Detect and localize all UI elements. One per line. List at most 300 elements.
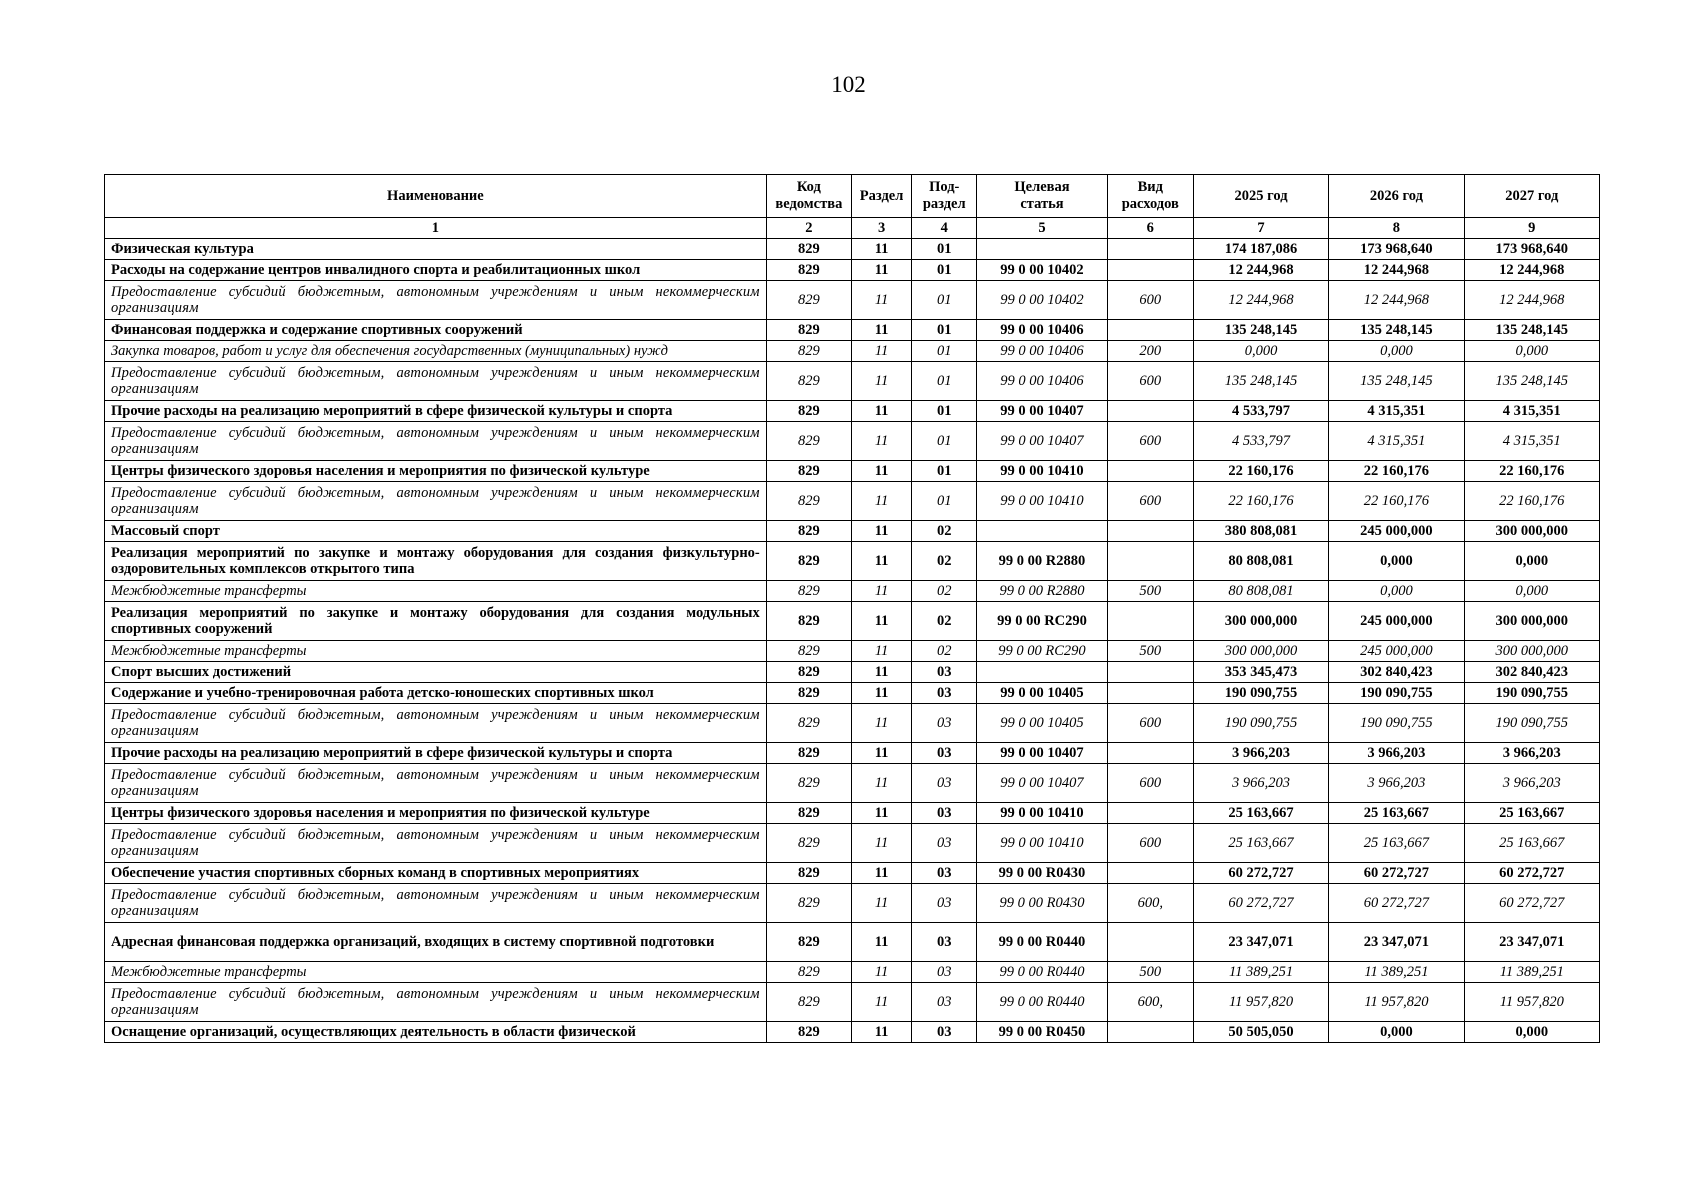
subsection-code: 03 [912, 983, 977, 1022]
section-code: 11 [851, 863, 911, 884]
row-name: Физическая культура [105, 239, 767, 260]
row-name: Предоставление субсидий бюджетным, автономным учреждениям и иным некоммерческим организациям [105, 824, 767, 863]
table-row [105, 641, 1600, 662]
dept-code: 829 [766, 341, 851, 362]
row-name: Прочие расходы на реализацию мероприятий в сфере физической культуры и спорта [105, 401, 767, 422]
dept-code: 829 [766, 983, 851, 1022]
table-row [105, 341, 1600, 362]
expense-type-code [1107, 1022, 1193, 1043]
table-row [105, 260, 1600, 281]
column-number: 5 [977, 218, 1107, 239]
amount-2026: 22 160,176 [1329, 461, 1464, 482]
dept-code: 829 [766, 683, 851, 704]
amount-2025: 12 244,968 [1193, 281, 1328, 320]
amount-2026: 0,000 [1329, 542, 1464, 581]
header-name: Наименование [105, 175, 767, 218]
expense-type-code [1107, 320, 1193, 341]
header-2026: 2026 год [1329, 175, 1464, 218]
subsection-code: 01 [912, 341, 977, 362]
section-code: 11 [851, 923, 911, 962]
subsection-code: 02 [912, 521, 977, 542]
section-code: 11 [851, 521, 911, 542]
amount-2026: 3 966,203 [1329, 743, 1464, 764]
dept-code: 829 [766, 542, 851, 581]
table-row [105, 482, 1600, 521]
amount-2025: 11 389,251 [1193, 962, 1328, 983]
subsection-code: 03 [912, 863, 977, 884]
expense-type-code: 600 [1107, 704, 1193, 743]
section-code: 11 [851, 281, 911, 320]
column-number: 6 [1107, 218, 1193, 239]
amount-2027: 135 248,145 [1464, 362, 1599, 401]
expense-type-code: 600 [1107, 482, 1193, 521]
target-code: 99 0 00 10410 [977, 803, 1107, 824]
table-row [105, 461, 1600, 482]
row-name: Расходы на содержание центров инвалидного спорта и реабилитационных школ [105, 260, 767, 281]
row-name: Адресная финансовая поддержка организаций, входящих в систему спортивной подготовки [105, 923, 767, 962]
amount-2025: 25 163,667 [1193, 803, 1328, 824]
target-code: 99 0 00 R0430 [977, 863, 1107, 884]
amount-2027: 173 968,640 [1464, 239, 1599, 260]
amount-2025: 4 533,797 [1193, 422, 1328, 461]
target-code: 99 0 00 R2880 [977, 581, 1107, 602]
table-row [105, 401, 1600, 422]
amount-2026: 60 272,727 [1329, 884, 1464, 923]
amount-2027: 190 090,755 [1464, 704, 1599, 743]
target-code: 99 0 00 R2880 [977, 542, 1107, 581]
amount-2026: 190 090,755 [1329, 683, 1464, 704]
amount-2025: 60 272,727 [1193, 863, 1328, 884]
row-name: Предоставление субсидий бюджетным, автономным учреждениям и иным некоммерческим организациям [105, 704, 767, 743]
dept-code: 829 [766, 764, 851, 803]
table-row [105, 281, 1600, 320]
amount-2025: 23 347,071 [1193, 923, 1328, 962]
table-row [105, 239, 1600, 260]
target-code: 99 0 00 10406 [977, 320, 1107, 341]
amount-2026: 12 244,968 [1329, 281, 1464, 320]
section-code: 11 [851, 683, 911, 704]
expense-type-code [1107, 521, 1193, 542]
target-code: 99 0 00 10406 [977, 341, 1107, 362]
table-row [105, 863, 1600, 884]
section-code: 11 [851, 641, 911, 662]
table-row [105, 803, 1600, 824]
table-row [105, 1022, 1600, 1043]
dept-code: 829 [766, 662, 851, 683]
header-subsection: Под- раздел [912, 175, 977, 218]
expense-type-code: 600 [1107, 281, 1193, 320]
expense-type-code [1107, 260, 1193, 281]
expense-type-code [1107, 923, 1193, 962]
target-code: 99 0 00 R0430 [977, 884, 1107, 923]
column-number: 7 [1193, 218, 1328, 239]
subsection-code: 02 [912, 602, 977, 641]
row-name: Реализация мероприятий по закупке и монтажу оборудования для создания модульных спортивных сооружений [105, 602, 767, 641]
row-name: Финансовая поддержка и содержание спортивных сооружений [105, 320, 767, 341]
dept-code: 829 [766, 482, 851, 521]
column-number: 2 [766, 218, 851, 239]
subsection-code: 01 [912, 260, 977, 281]
amount-2027: 22 160,176 [1464, 482, 1599, 521]
amount-2025: 80 808,081 [1193, 581, 1328, 602]
table-row [105, 884, 1600, 923]
amount-2026: 11 389,251 [1329, 962, 1464, 983]
row-name: Закупка товаров, работ и услуг для обеспечения государственных (муниципальных) нужд [105, 341, 767, 362]
amount-2026: 245 000,000 [1329, 602, 1464, 641]
table-row [105, 662, 1600, 683]
dept-code: 829 [766, 461, 851, 482]
expense-type-code: 500 [1107, 962, 1193, 983]
amount-2025: 0,000 [1193, 341, 1328, 362]
section-code: 11 [851, 401, 911, 422]
dept-code: 829 [766, 362, 851, 401]
amount-2026: 302 840,423 [1329, 662, 1464, 683]
table-row [105, 962, 1600, 983]
dept-code: 829 [766, 923, 851, 962]
table-row [105, 542, 1600, 581]
section-code: 11 [851, 743, 911, 764]
column-number: 8 [1329, 218, 1464, 239]
row-name: Межбюджетные трансферты [105, 581, 767, 602]
target-code: 99 0 00 R0440 [977, 962, 1107, 983]
subsection-code: 01 [912, 482, 977, 521]
amount-2027: 12 244,968 [1464, 260, 1599, 281]
amount-2027: 60 272,727 [1464, 863, 1599, 884]
expense-type-code [1107, 743, 1193, 764]
amount-2027: 300 000,000 [1464, 521, 1599, 542]
amount-2026: 135 248,145 [1329, 320, 1464, 341]
target-code: 99 0 00 10402 [977, 281, 1107, 320]
subsection-code: 03 [912, 704, 977, 743]
amount-2025: 190 090,755 [1193, 704, 1328, 743]
table-row [105, 923, 1600, 962]
amount-2025: 174 187,086 [1193, 239, 1328, 260]
amount-2027: 300 000,000 [1464, 602, 1599, 641]
header-dept-code: Код ведомства [766, 175, 851, 218]
amount-2026: 245 000,000 [1329, 521, 1464, 542]
table-row [105, 764, 1600, 803]
amount-2026: 0,000 [1329, 581, 1464, 602]
subsection-code: 03 [912, 923, 977, 962]
amount-2025: 22 160,176 [1193, 461, 1328, 482]
dept-code: 829 [766, 803, 851, 824]
section-code: 11 [851, 1022, 911, 1043]
table-row [105, 581, 1600, 602]
section-code: 11 [851, 704, 911, 743]
amount-2027: 0,000 [1464, 542, 1599, 581]
table-row [105, 983, 1600, 1022]
amount-2025: 300 000,000 [1193, 602, 1328, 641]
section-code: 11 [851, 239, 911, 260]
target-code [977, 239, 1107, 260]
subsection-code: 01 [912, 281, 977, 320]
amount-2027: 11 389,251 [1464, 962, 1599, 983]
amount-2026: 0,000 [1329, 341, 1464, 362]
amount-2026: 60 272,727 [1329, 863, 1464, 884]
target-code [977, 662, 1107, 683]
expense-type-code [1107, 662, 1193, 683]
table-header-row [105, 175, 1600, 218]
section-code: 11 [851, 962, 911, 983]
header-section: Раздел [851, 175, 911, 218]
subsection-code: 01 [912, 362, 977, 401]
dept-code: 829 [766, 824, 851, 863]
dept-code: 829 [766, 581, 851, 602]
table-row [105, 704, 1600, 743]
expense-type-code [1107, 683, 1193, 704]
amount-2027: 22 160,176 [1464, 461, 1599, 482]
column-number-row [105, 218, 1600, 239]
dept-code: 829 [766, 320, 851, 341]
amount-2025: 135 248,145 [1193, 362, 1328, 401]
amount-2026: 12 244,968 [1329, 260, 1464, 281]
table-row [105, 521, 1600, 542]
dept-code: 829 [766, 401, 851, 422]
row-name: Обеспечение участия спортивных сборных команд в спортивных мероприятиях [105, 863, 767, 884]
header-2027: 2027 год [1464, 175, 1599, 218]
expense-type-code: 200 [1107, 341, 1193, 362]
column-number: 1 [105, 218, 767, 239]
table-row [105, 824, 1600, 863]
dept-code: 829 [766, 743, 851, 764]
expense-type-code [1107, 803, 1193, 824]
amount-2025: 135 248,145 [1193, 320, 1328, 341]
amount-2027: 3 966,203 [1464, 743, 1599, 764]
dept-code: 829 [766, 602, 851, 641]
target-code: 99 0 00 10410 [977, 824, 1107, 863]
row-name: Предоставление субсидий бюджетным, автономным учреждениям и иным некоммерческим организациям [105, 884, 767, 923]
expense-type-code [1107, 239, 1193, 260]
amount-2027: 60 272,727 [1464, 884, 1599, 923]
amount-2025: 25 163,667 [1193, 824, 1328, 863]
row-name: Предоставление субсидий бюджетным, автономным учреждениям и иным некоммерческим организациям [105, 422, 767, 461]
amount-2027: 3 966,203 [1464, 764, 1599, 803]
row-name: Содержание и учебно-тренировочная работа детско-юношеских спортивных школ [105, 683, 767, 704]
amount-2027: 25 163,667 [1464, 803, 1599, 824]
row-name: Предоставление субсидий бюджетным, автономным учреждениям и иным некоммерческим организациям [105, 482, 767, 521]
amount-2027: 12 244,968 [1464, 281, 1599, 320]
header-expense-type: Вид расходов [1107, 175, 1193, 218]
header-2025: 2025 год [1193, 175, 1328, 218]
target-code: 99 0 00 10407 [977, 401, 1107, 422]
dept-code: 829 [766, 1022, 851, 1043]
amount-2025: 80 808,081 [1193, 542, 1328, 581]
target-code: 99 0 00 R0450 [977, 1022, 1107, 1043]
section-code: 11 [851, 482, 911, 521]
expense-type-code: 500 [1107, 641, 1193, 662]
row-name: Массовый спорт [105, 521, 767, 542]
amount-2025: 190 090,755 [1193, 683, 1328, 704]
amount-2027: 25 163,667 [1464, 824, 1599, 863]
target-code: 99 0 00 RC290 [977, 641, 1107, 662]
expense-type-code [1107, 401, 1193, 422]
section-code: 11 [851, 803, 911, 824]
amount-2026: 22 160,176 [1329, 482, 1464, 521]
table-row [105, 602, 1600, 641]
amount-2025: 380 808,081 [1193, 521, 1328, 542]
section-code: 11 [851, 662, 911, 683]
amount-2026: 245 000,000 [1329, 641, 1464, 662]
section-code: 11 [851, 602, 911, 641]
row-name: Предоставление субсидий бюджетным, автономным учреждениям и иным некоммерческим организациям [105, 983, 767, 1022]
amount-2026: 25 163,667 [1329, 824, 1464, 863]
row-name: Межбюджетные трансферты [105, 641, 767, 662]
amount-2027: 135 248,145 [1464, 320, 1599, 341]
subsection-code: 02 [912, 581, 977, 602]
target-code [977, 521, 1107, 542]
subsection-code: 03 [912, 764, 977, 803]
dept-code: 829 [766, 281, 851, 320]
subsection-code: 03 [912, 662, 977, 683]
section-code: 11 [851, 983, 911, 1022]
target-code: 99 0 00 RC290 [977, 602, 1107, 641]
section-code: 11 [851, 362, 911, 401]
amount-2026: 3 966,203 [1329, 764, 1464, 803]
column-number: 4 [912, 218, 977, 239]
amount-2027: 0,000 [1464, 341, 1599, 362]
subsection-code: 02 [912, 641, 977, 662]
section-code: 11 [851, 764, 911, 803]
row-name: Предоставление субсидий бюджетным, автономным учреждениям и иным некоммерческим организациям [105, 764, 767, 803]
amount-2026: 4 315,351 [1329, 422, 1464, 461]
section-code: 11 [851, 422, 911, 461]
row-name: Прочие расходы на реализацию мероприятий в сфере физической культуры и спорта [105, 743, 767, 764]
amount-2026: 23 347,071 [1329, 923, 1464, 962]
amount-2027: 302 840,423 [1464, 662, 1599, 683]
dept-code: 829 [766, 521, 851, 542]
table-row [105, 743, 1600, 764]
expense-type-code: 600, [1107, 884, 1193, 923]
section-code: 11 [851, 461, 911, 482]
section-code: 11 [851, 320, 911, 341]
expense-type-code [1107, 461, 1193, 482]
subsection-code: 01 [912, 422, 977, 461]
target-code: 99 0 00 R0440 [977, 923, 1107, 962]
subsection-code: 01 [912, 461, 977, 482]
subsection-code: 01 [912, 401, 977, 422]
subsection-code: 03 [912, 1022, 977, 1043]
target-code: 99 0 00 10407 [977, 764, 1107, 803]
amount-2025: 11 957,820 [1193, 983, 1328, 1022]
amount-2025: 353 345,473 [1193, 662, 1328, 683]
target-code: 99 0 00 10407 [977, 422, 1107, 461]
amount-2027: 23 347,071 [1464, 923, 1599, 962]
row-name: Предоставление субсидий бюджетным, автономным учреждениям и иным некоммерческим организациям [105, 281, 767, 320]
section-code: 11 [851, 542, 911, 581]
expense-type-code [1107, 542, 1193, 581]
amount-2027: 0,000 [1464, 581, 1599, 602]
table-row [105, 422, 1600, 461]
expense-type-code: 600 [1107, 824, 1193, 863]
section-code: 11 [851, 824, 911, 863]
row-name: Оснащение организаций, осуществляющих деятельность в области физической [105, 1022, 767, 1043]
amount-2026: 135 248,145 [1329, 362, 1464, 401]
column-number: 3 [851, 218, 911, 239]
subsection-code: 03 [912, 803, 977, 824]
target-code: 99 0 00 10407 [977, 743, 1107, 764]
dept-code: 829 [766, 260, 851, 281]
amount-2027: 0,000 [1464, 1022, 1599, 1043]
subsection-code: 03 [912, 962, 977, 983]
expense-type-code [1107, 863, 1193, 884]
section-code: 11 [851, 581, 911, 602]
table-row [105, 320, 1600, 341]
row-name: Реализация мероприятий по закупке и монтажу оборудования для создания физкультурно-оздоровительных комплексов открытого типа [105, 542, 767, 581]
dept-code: 829 [766, 863, 851, 884]
amount-2027: 300 000,000 [1464, 641, 1599, 662]
expense-type-code: 600 [1107, 362, 1193, 401]
amount-2026: 11 957,820 [1329, 983, 1464, 1022]
row-name: Центры физического здоровья населения и мероприятия по физической культуре [105, 461, 767, 482]
amount-2025: 3 966,203 [1193, 743, 1328, 764]
expense-type-code: 600 [1107, 764, 1193, 803]
target-code: 99 0 00 10410 [977, 461, 1107, 482]
subsection-code: 01 [912, 239, 977, 260]
target-code: 99 0 00 R0440 [977, 983, 1107, 1022]
amount-2025: 3 966,203 [1193, 764, 1328, 803]
expense-type-code: 600, [1107, 983, 1193, 1022]
amount-2025: 4 533,797 [1193, 401, 1328, 422]
target-code: 99 0 00 10402 [977, 260, 1107, 281]
amount-2025: 60 272,727 [1193, 884, 1328, 923]
target-code: 99 0 00 10410 [977, 482, 1107, 521]
subsection-code: 03 [912, 743, 977, 764]
amount-2025: 300 000,000 [1193, 641, 1328, 662]
subsection-code: 03 [912, 683, 977, 704]
table-row [105, 683, 1600, 704]
amount-2026: 0,000 [1329, 1022, 1464, 1043]
row-name: Спорт высших достижений [105, 662, 767, 683]
header-target: Целевая статья [977, 175, 1107, 218]
section-code: 11 [851, 341, 911, 362]
amount-2026: 4 315,351 [1329, 401, 1464, 422]
amount-2025: 50 505,050 [1193, 1022, 1328, 1043]
expense-type-code: 600 [1107, 422, 1193, 461]
amount-2027: 190 090,755 [1464, 683, 1599, 704]
dept-code: 829 [766, 962, 851, 983]
row-name: Межбюджетные трансферты [105, 962, 767, 983]
amount-2026: 25 163,667 [1329, 803, 1464, 824]
row-name: Предоставление субсидий бюджетным, автономным учреждениям и иным некоммерческим организациям [105, 362, 767, 401]
subsection-code: 02 [912, 542, 977, 581]
amount-2026: 173 968,640 [1329, 239, 1464, 260]
amount-2025: 12 244,968 [1193, 260, 1328, 281]
row-name: Центры физического здоровья населения и мероприятия по физической культуре [105, 803, 767, 824]
amount-2026: 190 090,755 [1329, 704, 1464, 743]
dept-code: 829 [766, 641, 851, 662]
budget-table [104, 174, 1600, 1043]
dept-code: 829 [766, 884, 851, 923]
subsection-code: 03 [912, 884, 977, 923]
target-code: 99 0 00 10405 [977, 704, 1107, 743]
section-code: 11 [851, 884, 911, 923]
target-code: 99 0 00 10406 [977, 362, 1107, 401]
page-number: 102 [831, 72, 866, 97]
dept-code: 829 [766, 422, 851, 461]
amount-2027: 11 957,820 [1464, 983, 1599, 1022]
target-code: 99 0 00 10405 [977, 683, 1107, 704]
subsection-code: 01 [912, 320, 977, 341]
expense-type-code [1107, 602, 1193, 641]
amount-2025: 22 160,176 [1193, 482, 1328, 521]
dept-code: 829 [766, 239, 851, 260]
dept-code: 829 [766, 704, 851, 743]
subsection-code: 03 [912, 824, 977, 863]
column-number: 9 [1464, 218, 1599, 239]
amount-2027: 4 315,351 [1464, 422, 1599, 461]
amount-2027: 4 315,351 [1464, 401, 1599, 422]
section-code: 11 [851, 260, 911, 281]
